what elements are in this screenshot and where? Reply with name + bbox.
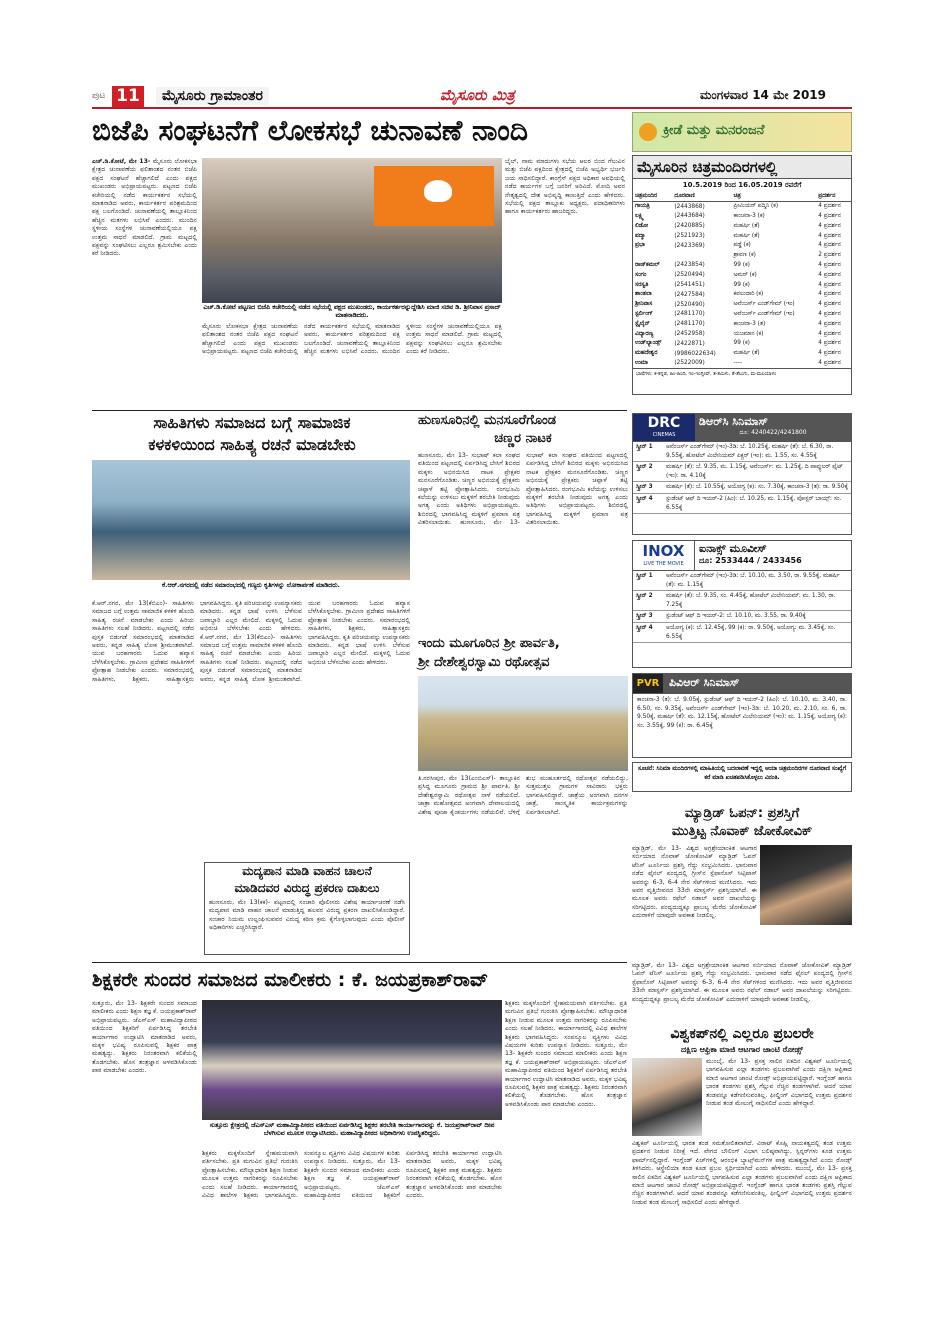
ratha-body: [418, 775, 628, 857]
madrid-headline-1: ಮ್ಯಾಡ್ರಿಡ್ ಓಪನ್: ಪ್ರಶಸ್ತಿಗೆ: [684, 806, 800, 821]
nataka-body-text: ಹುಣಸೂರು, ಮೇ 13- ಸುಭಾಷ್ ಕಲಾ ಸಂಘದ ವತಿಯಿಂದ ಪಟ್ಟಣದಲ್ಲಿ ಏರ್ಪಡಿಸಿದ್ದ ಬೇಸಿಗೆ ಶಿಬಿರದ ಮಕ್ಕಳು ಅಭಿನಯಿಸಿದ ನಾಟಕ ಪ್ರೇಕ್ಷಕರ ಮನಸೂರೆಗೊಂಡಿತು. ಚಿಣ್ಣರ ಅಭಿನಯಕ್ಕೆ ಪ್ರೇಕ್ಷಕರು ಚಪ್ಪಾಳೆ ತಟ್ಟಿ ಪ್ರೋತ್ಸಾಹಿಸಿದರು. ರಂಗಭೂಮಿ ಕಲೆಯನ್ನು ಉಳಿಸಲು ಮಕ್ಕಳಿಗೆ ತರಬೇತಿ ನೀಡುವುದು ಅಗತ್ಯ ಎಂದು ಅತಿಥಿಗಳು ಅಭಿಪ್ರಾಯಪಟ್ಟರು. ಶಿಬಿರದಲ್ಲಿ ಭಾಗವಹಿಸಿದ್ದ ಮಕ್ಕಳಿಗೆ ಪ್ರಮಾಣ ಪತ್ರ ವಿತರಿಸಲಾಯಿತು.: [460, 452, 628, 527]
cinema-cell: ಪಡ್ಡೆ (ಕ): [733, 242, 751, 249]
screen-label: ಸ್ಕ್ರೀನ್ 4: [636, 495, 653, 502]
teachers-headline: ಶಿಕ್ಷಕರೇ ಸುಂದರ ಸಮಾಜದ ಮಾಲೀಕರು : ಕೆ. ಜಯಪ್ರಕಾಶ್‌ರಾವ್: [92, 969, 489, 991]
cricket-body-text: ವಿಶ್ವಕಪ್ ಟೂರ್ನಿಯಲ್ಲಿ ಭಾರತ ತಂಡ ಸಮತೋಲಿತವಾಗಿದೆ. ವಿರಾಟ್ ಕೊಹ್ಲಿ ನಾಯಕತ್ವದಲ್ಲಿ ತಂಡ ಉತ್ತಮ ಪ್ರದರ್ಶನ ನೀಡುವ ನಿರೀಕ್ಷೆ ಇದೆ. ವೇಗದ ಬೌಲಿಂಗ್ ವಿಭಾಗ ಬಲಿಷ್ಠವಾಗಿದ್ದು, ಸ್ಪಿನ್ನರ್‌ಗಳು ಕೂಡ ಉತ್ತಮ ಫಾರ್ಮ್‌ನಲ್ಲಿದ್ದಾರೆ. ಇಂಗ್ಲೆಂಡ್ ಪಿಚ್‌ಗಳಲ್ಲಿ ಆರಂಭಿಕ ಬ್ಯಾಟ್ಸ್‌ಮನ್‌ಗಳ ಪಾತ್ರ ಮಹತ್ವದ್ದಾಗಿದೆ ಎಂದು ರೋಡ್ಸ್ ತಿಳಿಸಿದರು. ಆಸ್ಟ್ರೇಲಿಯಾ ತಂಡ ಕೂಡ ಪ್ರಬಲ ಸ್ಪರ್ಧಿಯಾಗಿದೆ ಎಂದು ಹೇಳಿದರು.: [632, 1140, 852, 1173]
section-divider: [92, 410, 627, 411]
ratha-headline-2: ಶ್ರೀ ದೇಶೇಶ್ವರಸ್ವಾಮಿ ರಥೋತ್ಸವ: [418, 655, 550, 670]
teachers-body-col1: [92, 1000, 197, 1240]
worldcup-body-text: ಮುಂಬೈ, ಮೇ 13- ಪ್ರಸಕ್ತ ಸಾಲಿನ ಏಕದಿನ ವಿಶ್ವಕಪ್ ಟೂರ್ನಿಯಲ್ಲಿ ಭಾಗವಹಿಸುವ ಎಲ್ಲಾ ತಂಡಗಳು ಪ್ರಬಲವಾಗಿವೆ ಎಂದು ದಕ್ಷಿಣ ಆಫ್ರಿಕಾದ ಮಾಜಿ ಆಟಗಾರ ಜಾಂಟಿ ರೋಡ್ಸ್ ಅಭಿಪ್ರಾಯಪಟ್ಟಿದ್ದಾರೆ. ಇಂಗ್ಲೆಂಡ್ ಹಾಗೂ ಭಾರತ ತಂಡಗಳು ಪ್ರಶಸ್ತಿ ಗೆಲ್ಲುವ ನೆಚ್ಚಿನ ತಂಡಗಳಾಗಿವೆ. ಆದರೆ ಯಾವ ತಂಡವನ್ನೂ ಕಡೆಗಣಿಸುವಂತಿಲ್ಲ. ಫೀಲ್ಡಿಂಗ್ ವಿಭಾಗದಲ್ಲಿ ಉತ್ತಮ ಪ್ರದರ್ಶನ ನೀಡುವ ತಂಡ ಮೇಲುಗೈ ಸಾಧಿಸಲಿದೆ ಎಂದು ಹೇಳಿದ್ದಾರೆ.: [632, 1165, 852, 1206]
cinema-cell: ಅವೆಂಜರ್ಸ್ ಎಂಡ್‌ಗೇಮ್ (ಇಂ): [733, 310, 795, 317]
cinema-cell: 4 ಪ್ರದರ್ಶನ: [818, 203, 841, 210]
sahitya-body-text: ಕೆ.ಆರ್.ನಗರ, ಮೇ 13(ಕೆಬಿಎಂ)- ಸಾಹಿತಿಗಳು ಸಮಾಜದ ಬಗ್ಗೆ ಉತ್ತಮ ಸಾಮಾಜಿಕ ಕಳಕಳಿ ಹೊಂದಿ ಸಾಹಿತ್ಯ ರಚನೆ ಮಾಡಬೇಕು ಎಂದು ಹಿರಿಯ ಸಾಹಿತಿಗಳು ಸಲಹೆ ನೀಡಿದರು. ಪಟ್ಟಣದಲ್ಲಿ ನಡೆದ ಪುಸ್ತಕ ಬಿಡುಗಡೆ ಸಮಾರಂಭದಲ್ಲಿ ಮಾತನಾಡಿದ ಅವರು, ಕನ್ನಡ ಸಾಹಿತ್ಯ ಲೋಕ ಶ್ರೀಮಂತವಾಗಿದೆ. ಯುವ ಬರಹಗಾರರು ಓದುವ ಹವ್ಯಾಸ ಬೆಳೆಸಿಕೊಳ್ಳಬೇಕು. ಗ್ರಾಮೀಣ ಪ್ರದೇಶದ ಸಾಹಿತಿಗಳಿಗೆ ಪ್ರೋತ್ಸಾಹ ನೀಡಬೇಕು ಎಂದರು. ಸಮಾರಂಭದಲ್ಲಿ ಸಾಹಿತಿಗಳು, ಶಿಕ್ಷಕರು, ಸಾಹಿತ್ಯಾಸಕ್ತರು ಭಾಗವಹಿಸಿದ್ದರು. ಕೃತಿ ಪರಿಚಯವನ್ನು ಉಪನ್ಯಾಸಕರು ಮಾಡಿದರು. ಕನ್ನಡ ಭಾಷೆ ಉಳಿಸಿ ಬೆಳೆಸುವ ಜವಾಬ್ದಾರಿ ಎಲ್ಲರ ಮೇಲಿದೆ. ಮಕ್ಕಳಲ್ಲಿ ಓದುವ ಅಭಿರುಚಿ ಬೆಳೆಸಬೇಕು ಎಂದು ಹೇಳಿದರು.: [92, 600, 302, 683]
lead-body-cont: ಬೈಲ್, ನಾಮ ಮಾದುಗಳು ಸಭೆಯ ಆಲರ ಬಿಂದ ಗೆಲುವಿನ ಮತ್ತು ಬಿಜೆಪಿ ಪಕ್ಷದಿಂದ ಕ್ಷೇತ್ರದಲ್ಲಿ ಬಿಜೆಪಿ ಅಭ್ಯರ್ಥಿ ಭರ್ಜರಿ ಜಯ ಸಾಧಿಸಲಿದ್ದಾರೆ. ಕಾಂಗ್ರೆಸ್ ಪಕ್ಷದ ಅಧಿಕಾರ ಅವಧಿಯಲ್ಲಿ ನಡೆದ ಕಾರ್ಯಗಳ ಬಗ್ಗೆ ಜನರಿಗೆ ಅರಿವಿದೆ. ಮೋದಿ ಅವರ ನೇತೃತ್ವದಲ್ಲಿ ದೇಶ ಅಭಿವೃದ್ಧಿ ಕಾಣುತ್ತಿದೆ ಎಂದು ಹೇಳಿದರು. ಸಭೆಯಲ್ಲಿ ಪಕ್ಷದ ತಾಲ್ಲೂಕು ಅಧ್ಯಕ್ಷರು, ಪದಾಧಿಕಾರಿಗಳು ಹಾಗೂ ಕಾರ್ಯಕರ್ತರು ಹಾಜರಿದ್ದರು.: [505, 158, 625, 216]
cinema-cell: 99 (ಕ): [733, 281, 750, 288]
madrid-body-lower: [632, 962, 852, 1020]
issue-date: ಮಂಗಳವಾರ 14 ಮೇ 2019: [700, 88, 827, 102]
cinema-listing: [632, 155, 852, 395]
cinema-cell: ಕಾಂಚನಾ-3 (ತ): [733, 320, 766, 327]
screen-label: ಸ್ಕ್ರೀನ್ 1: [636, 444, 653, 450]
sun-icon: [639, 123, 657, 141]
cinema-row: [633, 270, 851, 280]
teachers-body-text: ಶಿಕ್ಷಕರು ಮಕ್ಕಳೊಂದಿಗೆ ಸ್ನೇಹಮಯವಾಗಿ ವರ್ತಿಸಬೇಕು. ಪ್ರತಿ ಮಗುವಿನ ಪ್ರತಿಭೆ ಗುರುತಿಸಿ ಪ್ರೋತ್ಸಾಹಿಸಬೇಕು. ಮೌಲ್ಯಾಧಾರಿತ ಶಿಕ್ಷಣ ನೀಡುವ ಮೂಲಕ ಉತ್ತಮ ನಾಗರಿಕರನ್ನು ರೂಪಿಸಬೇಕು ಎಂದು ಸಲಹೆ ನೀಡಿದರು. ಕಾರ್ಯಾಗಾರದಲ್ಲಿ ವಿವಿಧ ಶಾಲೆಗಳ ಶಿಕ್ಷಕರು ಭಾಗವಹಿಸಿದ್ದರು. ಸಂಪನ್ಮೂಲ ವ್ಯಕ್ತಿಗಳು ವಿವಿಧ ವಿಷಯಗಳ ಕುರಿತು ಉಪನ್ಯಾಸ ನೀಡಿದರು.: [202, 1150, 400, 1200]
cinema-cell: (2427584): [674, 291, 705, 298]
teachers-body-lower: [202, 1150, 502, 1240]
cinema-notice: ಸೂಚನೆ: ಸಿನಿಮಾ ಮಂದಿರಗಳಲ್ಲಿ ಮಾಹಿತಿಯಲ್ಲಿ ಬದಲಾವಣೆ ಇದ್ದಲ್ಲಿ ಆಯಾ ಚಿತ್ರಮಂದಿರಗಳ ದೂರವಾಣಿ ಸಂಖ್ಯೆಗೆ ಕರೆ ಮಾಡಿ ಖಚಿತಪಡಿಸಿಕೊಳ್ಳಲು ವಿನಂತಿ.: [632, 762, 852, 792]
drc-phone: ದೂ: 4240422/4241800: [739, 429, 807, 436]
section-divider: [92, 962, 627, 963]
cinema-cell: 4 ಪ್ರದರ್ಶನ: [818, 340, 841, 347]
cinema-row: [633, 231, 851, 241]
teachers-body-text: ಸುತ್ತೂರು, ಮೇ 13- ಶಿಕ್ಷಕರೇ ಸುಂದರ ಸಮಾಜದ ಮಾಲೀಕರು ಎಂದು ಶಿಕ್ಷಣ ತಜ್ಞ ಕೆ. ಜಯಪ್ರಕಾಶ್‌ರಾವ್ ಅಭಿಪ್ರಾಯಪಟ್ಟರು. ಜೆಎಸ್‌ಎಸ್ ಮಹಾವಿದ್ಯಾಪೀಠದ ವತಿಯಿಂದ ಶಿಕ್ಷಕರಿಗೆ ಏರ್ಪಡಿಸಿದ್ದ ತರಬೇತಿ ಕಾರ್ಯಾಗಾರ ಉದ್ಘಾಟಿಸಿ ಮಾತನಾಡಿದ ಅವರು, ಮಕ್ಕಳ ಭವಿಷ್ಯ ರೂಪಿಸುವಲ್ಲಿ ಶಿಕ್ಷಕರ ಪಾತ್ರ ಮಹತ್ವದ್ದು. ಶಿಕ್ಷಕರು ನಿರಂತರವಾಗಿ ಕಲಿಕೆಯಲ್ಲಿ ತೊಡಗಬೇಕು. ಹೊಸ ತಂತ್ರಜ್ಞಾನ ಅಳವಡಿಸಿಕೊಂಡು ಪಾಠ ಮಾಡಬೇಕು ಎಂದರು.: [304, 1150, 502, 1200]
screen-row: [633, 623, 851, 643]
screen-row: [633, 591, 851, 611]
cinema-cell: 4 ಪ್ರದರ್ಶನ: [818, 271, 841, 278]
culture-banner-text: ಕ್ರೀಡೆ ಮತ್ತು ಮನರಂಜನೆ: [663, 123, 765, 138]
lead-body-col1: [92, 158, 197, 420]
inox-screen-list: [633, 571, 851, 643]
drc-logo-text: DRC: [647, 415, 681, 431]
cinema-cell: 4 ಪ್ರದರ್ಶನ: [818, 310, 841, 317]
cinema-row: [633, 212, 851, 222]
lead-dateline: ಎಚ್.ಡಿ.ಕೋಟೆ, ಮೇ 13-: [92, 158, 151, 165]
inox-phone: ದೂ: 2533444 / 2433456: [699, 556, 802, 565]
pvr-box: [632, 673, 852, 758]
nataka-body-text: ಹುಣಸೂರು, ಮೇ 13- ಸುಭಾಷ್ ಕಲಾ ಸಂಘದ ವತಿಯಿಂದ ಪಟ್ಟಣದಲ್ಲಿ ಏರ್ಪಡಿಸಿದ್ದ ಬೇಸಿಗೆ ಶಿಬಿರದ ಮಕ್ಕಳು ಅಭಿನಯಿಸಿದ ನಾಟಕ ಪ್ರೇಕ್ಷಕರ ಮನಸೂರೆಗೊಂಡಿತು. ಚಿಣ್ಣರ ಅಭಿನಯಕ್ಕೆ ಪ್ರೇಕ್ಷಕರು ಚಪ್ಪಾಳೆ ತಟ್ಟಿ ಪ್ರೋತ್ಸಾಹಿಸಿದರು. ರಂಗಭೂಮಿ ಕಲೆಯನ್ನು ಉಳಿಸಲು ಮಕ್ಕಳಿಗೆ ತರಬೇತಿ ನೀಡುವುದು ಅಗತ್ಯ ಎಂದು ಅತಿಥಿಗಳು ಅಭಿಪ್ರಾಯಪಟ್ಟರು. ಶಿಬಿರದಲ್ಲಿ ಭಾಗವಹಿಸಿದ್ದ ಮಕ್ಕಳಿಗೆ ಪ್ರಮಾಣ ಪತ್ರ ವಿತರಿಸಲಾಯಿತು.: [418, 452, 520, 527]
cinema-cell: (2423854): [674, 262, 705, 269]
inox-box: [632, 540, 852, 668]
cinema-row: [633, 329, 851, 339]
cinema-cell: ಲಕ್ಷ್ಮಿ: [635, 212, 644, 219]
pvr-title: ಪಿವಿಆರ್ ಸಿನಿಮಾಸ್: [663, 674, 851, 693]
teachers-caption: ಸುತ್ತೂರು ಕ್ಷೇತ್ರದಲ್ಲಿ ಜೆಎಸ್‌ಎಸ್ ಮಹಾವಿದ್ಯಾಪೀಠದ ವತಿಯಿಂದ ಏರ್ಪಡಿಸಿದ್ದ ಶಿಕ್ಷಕರ ತರಬೇತಿ ಕಾರ್ಯಾಗಾರವನ್ನು ಕೆ. ಜಯಪ್ರಕಾಶ್‌ರಾವ್ ದೀಪ ಬೆಳಗಿಸುವ ಮೂಲಕ ಉದ್ಘಾಟಿಸಿದರು. ಮಹಾವಿದ್ಯಾಪೀಠದ ಅಧಿಕಾರಿಗಳು ಉಪಸ್ಥಿತರಿದ್ದರು.: [209, 1122, 495, 1137]
col-header: ಪ್ರದರ್ಶನ: [818, 193, 836, 200]
cinema-row: [633, 261, 851, 271]
col-header: ಚಿತ್ರಮಂದಿರ: [635, 193, 658, 200]
col-header: ದೂರವಾಣಿ: [674, 193, 695, 200]
cinema-cell: ಪದ್ಮಾ: [635, 232, 646, 239]
cinema-row: [633, 339, 851, 349]
cinema-cell: 4 ಪ್ರದರ್ಶನ: [818, 330, 841, 337]
sahitya-headline-2: ಕಳಕಳಿಯಿಂದ ಸಾಹಿತ್ಯ ರಚನೆ ಮಾಡಬೇಕು: [148, 435, 356, 454]
screen-label: ಸ್ಕ್ರೀನ್ 2: [636, 464, 653, 471]
cinema-cell: ರಾಜ್‌ಕಮಲ್: [635, 261, 660, 268]
teachers-body-text: ಶಿಕ್ಷಕರು ಮಕ್ಕಳೊಂದಿಗೆ ಸ್ನೇಹಮಯವಾಗಿ ವರ್ತಿಸಬೇಕು. ಪ್ರತಿ ಮಗುವಿನ ಪ್ರತಿಭೆ ಗುರುತಿಸಿ ಪ್ರೋತ್ಸಾಹಿಸಬೇಕು. ಮೌಲ್ಯಾಧಾರಿತ ಶಿಕ್ಷಣ ನೀಡುವ ಮೂಲಕ ಉತ್ತಮ ನಾಗರಿಕರನ್ನು ರೂಪಿಸಬೇಕು ಎಂದು ಸಲಹೆ ನೀಡಿದರು. ಕಾರ್ಯಾಗಾರದಲ್ಲಿ ವಿವಿಧ ಶಾಲೆಗಳ ಶಿಕ್ಷಕರು ಭಾಗವಹಿಸಿದ್ದರು. ಸಂಪನ್ಮೂಲ ವ್ಯಕ್ತಿಗಳು ವಿವಿಧ ವಿಷಯಗಳ ಕುರಿತು ಉಪನ್ಯಾಸ ನೀಡಿದರು.: [505, 1000, 627, 1050]
cinema-cell: [672, 251, 731, 261]
inox-header: [633, 541, 851, 571]
screen-row: [633, 442, 851, 462]
cinema-range: 10.5.2019 ರಿಂದ 16.05.2019 ರವರೆಗೆ: [682, 181, 802, 189]
cinema-cell: 4 ಪ್ರದರ್ಶನ: [818, 301, 841, 308]
cinema-cell: (2420885): [674, 223, 705, 230]
cinema-cell: ಸಂಗಂ: [635, 271, 647, 278]
drc-logo-sub: CINEMAS: [652, 432, 676, 438]
worldcup-body: [706, 1058, 852, 1138]
teachers-photo: [202, 1000, 502, 1120]
cinema-cell: (9986022634): [674, 350, 716, 357]
cinema-cell: ಶ್ರೀನಿವಾಸ: [635, 301, 653, 308]
cinema-cell: (2452958): [674, 331, 705, 338]
ratha-body-text: ತಿ.ನರಸೀಪುರ, ಮೇ 13(ಎಂಬಿಎಸ್)- ತಾಲ್ಲೂಕಿನ ಪ್ರಸಿದ್ಧ ಮೂಗೂರು ಗ್ರಾಮದ ಶ್ರೀ ಪಾರ್ವತಿ, ಶ್ರೀ ದೇಶೇಶ್ವರಸ್ವಾಮಿ ರಥೋತ್ಸವ ನಾಳೆ ನಡೆಯಲಿದೆ. ಜಾತ್ರಾ ಮಹೋತ್ಸವದ ಅಂಗವಾಗಿ ದೇವಾಲಯದಲ್ಲಿ ವಿಶೇಷ ಪೂಜಾ ಕೈಂಕರ್ಯಗಳು ನಡೆಯಲಿವೆ. ಬೆಳಿಗ್ಗೆ ಶುಭ ಮುಹೂರ್ತದಲ್ಲಿ ರಥೋತ್ಸವ ನಡೆಯಲಿದ್ದು, ಸುತ್ತಮುತ್ತಲ ಗ್ರಾಮಗಳ ಸಾವಿರಾರು ಭಕ್ತರು ಭಾಗವಹಿಸಲಿದ್ದಾರೆ. ಜಾತ್ರೆಯ ಅಂಗವಾಗಿ ದನಗಳ ಜಾತ್ರೆ, ಸಾಂಸ್ಕೃತಿಕ ಕಾರ್ಯಕ್ರಮಗಳನ್ನು ಏರ್ಪಡಿಸಲಾಗಿದೆ.: [418, 775, 628, 816]
culture-banner: [632, 112, 852, 152]
cinema-cell: 4 ಪ್ರದರ್ಶನ: [818, 291, 841, 298]
screen-label: ಸ್ಕ್ರೀನ್ 3: [636, 484, 653, 491]
cinema-cell: ಅವೆಂಜರ್ಸ್ ಎಂಡ್‌ಗೇಮ್ (ಇಂ): [733, 301, 795, 308]
madrid-body-text: ಮ್ಯಾಡ್ರಿಡ್, ಮೇ 13- ವಿಶ್ವದ ಅಗ್ರಶ್ರೇಯಾಂಕಿತ ಆಟಗಾರ ಸರ್ಬಿಯಾದ ನೊವಾಕ್ ಜೋಕೋವಿಕ್ ಮ್ಯಾಡ್ರಿಡ್ ಓಪನ್ ಟೆನಿಸ್ ಟೂರ್ನಿಯ ಪ್ರಶಸ್ತಿ ಗೆದ್ದು ಸಂಭ್ರಮಿಸಿದರು. ಭಾನುವಾರ ನಡೆದ ಫೈನಲ್ ಪಂದ್ಯದಲ್ಲಿ ಗ್ರೀಸ್‌ನ ಸ್ಟೆಫಾನೊಸ್ ಸಿಟ್ಸಿಪಾಸ್ ಅವರನ್ನು 6-3, 6-4 ನೇರ ಸೆಟ್‌ಗಳಿಂದ ಮಣಿಸಿದರು. ಇದು ಅವರ ವೃತ್ತಿಜೀವನದ 33ನೇ ಮಾಸ್ಟರ್ಸ್ ಪ್ರಶಸ್ತಿಯಾಗಿದೆ. ಈ ಮೂಲಕ ಅವರು ರಫೆಲ್ ನಡಾಲ್ ಅವರ ದಾಖಲೆಯನ್ನು ಸರಿಗಟ್ಟಿದರು. ಪಂದ್ಯದುದ್ದಕ್ಕೂ ಪ್ರಾಬಲ್ಯ ಮೆರೆದ ಜೋಕೋವಿಕ್ ಎದುರಾಳಿಗೆ ಯಾವುದೇ ಅವಕಾಶ ನೀಡಲಿಲ್ಲ.: [632, 845, 757, 920]
lotus-icon: [424, 180, 452, 202]
cinema-cell: (2520494): [674, 272, 705, 279]
drc-logo: [633, 414, 695, 441]
madrid-body-text: ಮ್ಯಾಡ್ರಿಡ್, ಮೇ 13- ವಿಶ್ವದ ಅಗ್ರಶ್ರೇಯಾಂಕಿತ ಆಟಗಾರ ಸರ್ಬಿಯಾದ ನೊವಾಕ್ ಜೋಕೋವಿಕ್ ಮ್ಯಾಡ್ರಿಡ್ ಓಪನ್ ಟೆನಿಸ್ ಟೂರ್ನಿಯ ಪ್ರಶಸ್ತಿ ಗೆದ್ದು ಸಂಭ್ರಮಿಸಿದರು. ಭಾನುವಾರ ನಡೆದ ಫೈನಲ್ ಪಂದ್ಯದಲ್ಲಿ ಗ್ರೀಸ್‌ನ ಸ್ಟೆಫಾನೊಸ್ ಸಿಟ್ಸಿಪಾಸ್ ಅವರನ್ನು 6-3, 6-4 ನೇರ ಸೆಟ್‌ಗಳಿಂದ ಮಣಿಸಿದರು. ಇದು ಅವರ ವೃತ್ತಿಜೀವನದ 33ನೇ ಮಾಸ್ಟರ್ಸ್ ಪ್ರಶಸ್ತಿಯಾಗಿದೆ. ಈ ಮೂಲಕ ಅವರು ರಫೆಲ್ ನಡಾಲ್ ಅವರ ದಾಖಲೆಯನ್ನು ಸರಿಗಟ್ಟಿದರು. ಪಂದ್ಯದುದ್ದಕ್ಕೂ ಪ್ರಾಬಲ್ಯ ಮೆರೆದ ಜೋಕೋವಿಕ್ ಎದುರಾಳಿಗೆ ಯಾವುದೇ ಅವಕಾಶ ನೀಡಲಿಲ್ಲ.: [632, 962, 852, 1003]
lead-headline: ಬಿಜೆಪಿ ಸಂಘಟನೆಗೆ ಲೋಕಸಭೆ ಚುನಾವಣೆ ನಾಂದಿ: [92, 114, 528, 147]
cinema-cell: 2 ಪ್ರದರ್ಶನ: [818, 252, 841, 259]
worldcup-headline-1: ವಿಶ್ವಕಪ್‌ನಲ್ಲಿ ಎಲ್ಲರೂ ಪ್ರಬಲರೇ: [670, 1026, 814, 1042]
cinema-cell: (2481170): [674, 321, 705, 328]
col-header: ಚಿತ್ರ: [733, 193, 741, 200]
screen-showtimes: ಅವೆಂಜರ್ಸ್ ಎಂಡ್‌ಗೇಮ್ (ಇಂ)-3ಡಿ: ಬೆ. 10.10, ಮ. 3.50, ರಾ. 9.55ಕ್ಕೆ, ಮಹರ್ಷಿ (ತೆ): ಮ. 1.15ಕ್ಕೆ: [666, 573, 840, 588]
nataka-headline-2: ಚಣ್ಣರ ನಾಟಕ: [494, 431, 552, 446]
cinema-cell: ಅಮರ್ (ಕ): [733, 271, 757, 278]
cinema-cell: 4 ಪ್ರದರ್ಶನ: [818, 261, 841, 268]
cinema-cell: (2520490): [674, 301, 705, 308]
teachers-body-col3: [505, 1000, 627, 1240]
screen-showtimes: ಮಹರ್ಷಿ (ತೆ): ಬೆ. 10.55ಕ್ಕೆ, ಅಯೋಗ್ಯ (ಕ): ಸಂ. 7.30ಕ್ಕೆ, ಕಾಂಚನಾ-3 (ತ): ರಾ. 9.50ಕ್ಕೆ: [666, 484, 848, 491]
cinema-cell: (2443868): [674, 203, 705, 210]
sahitya-body: [92, 600, 410, 862]
worldcup-body-text: ಮುಂಬೈ, ಮೇ 13- ಪ್ರಸಕ್ತ ಸಾಲಿನ ಏಕದಿನ ವಿಶ್ವಕಪ್ ಟೂರ್ನಿಯಲ್ಲಿ ಭಾಗವಹಿಸುವ ಎಲ್ಲಾ ತಂಡಗಳು ಪ್ರಬಲವಾಗಿವೆ ಎಂದು ದಕ್ಷಿಣ ಆಫ್ರಿಕಾದ ಮಾಜಿ ಆಟಗಾರ ಜಾಂಟಿ ರೋಡ್ಸ್ ಅಭಿಪ್ರಾಯಪಟ್ಟಿದ್ದಾರೆ. ಇಂಗ್ಲೆಂಡ್ ಹಾಗೂ ಭಾರತ ತಂಡಗಳು ಪ್ರಶಸ್ತಿ ಗೆಲ್ಲುವ ನೆಚ್ಚಿನ ತಂಡಗಳಾಗಿವೆ. ಆದರೆ ಯಾವ ತಂಡವನ್ನೂ ಕಡೆಗಣಿಸುವಂತಿಲ್ಲ. ಫೀಲ್ಡಿಂಗ್ ವಿಭಾಗದಲ್ಲಿ ಉತ್ತಮ ಪ್ರದರ್ಶನ ನೀಡುವ ತಂಡ ಮೇಲುಗೈ ಸಾಧಿಸಲಿದೆ ಎಂದು ಹೇಳಿದ್ದಾರೆ.: [706, 1058, 852, 1108]
cinema-row: [633, 349, 851, 359]
cinema-table-header: [633, 192, 851, 202]
cinema-title: ಮೈಸೂರಿನ ಚಿತ್ರಮಂದಿರಗಳಲ್ಲಿ: [633, 156, 851, 179]
cinema-row: [633, 241, 851, 251]
madrid-headline-2: ಮುತ್ತಿಟ್ಟ ನೊವಾಕ್ ಜೋಕೋವಿಕ್: [671, 824, 813, 839]
cinema-cell: ಸ್ಟರ್ಲಿಂಗ್: [635, 310, 653, 317]
cinema-cell: (2481170): [674, 311, 705, 318]
cinema-row: [633, 300, 851, 310]
madrid-body: [632, 845, 757, 960]
cinema-cell: ಶಾಂತಲಾ: [635, 291, 652, 298]
cinema-row: [633, 290, 851, 300]
pvr-logo: PVR: [633, 674, 663, 693]
cinema-row: [633, 251, 851, 261]
drc-title: ಡಿಆರ್‌ಸಿ ಸಿನಿಮಾಸ್: [699, 415, 768, 428]
cinema-cell: (2422871): [674, 340, 705, 347]
cinema-cell: ಉಮಾ: [635, 359, 648, 366]
madyapana-headline-2: ಮಾಡಿದವರ ವಿರುದ್ಧ ಪ್ರಕರಣ ದಾಖಲು: [234, 881, 380, 895]
inox-title-box: [695, 541, 851, 570]
screen-label: ಸ್ಕ್ರೀನ್ 2: [636, 593, 653, 600]
cinema-cell: ಮಹರ್ಷಿ (ತೆ): [733, 232, 760, 239]
cinema-cell: (2443684): [674, 213, 705, 220]
cinema-cell: 4 ಪ್ರದರ್ಶನ: [818, 350, 841, 357]
cinema-row: [633, 280, 851, 290]
cricket-body: [632, 1140, 852, 1240]
pvr-header: [633, 674, 851, 694]
temple-photo: [418, 676, 628, 771]
cinema-row: [633, 319, 851, 329]
teachers-body-text: ಸುತ್ತೂರು, ಮೇ 13- ಶಿಕ್ಷಕರೇ ಸುಂದರ ಸಮಾಜದ ಮಾಲೀಕರು ಎಂದು ಶಿಕ್ಷಣ ತಜ್ಞ ಕೆ. ಜಯಪ್ರಕಾಶ್‌ರಾವ್ ಅಭಿಪ್ರಾಯಪಟ್ಟರು. ಜೆಎಸ್‌ಎಸ್ ಮಹಾವಿದ್ಯಾಪೀಠದ ವತಿಯಿಂದ ಶಿಕ್ಷಕರಿಗೆ ಏರ್ಪಡಿಸಿದ್ದ ತರಬೇತಿ ಕಾರ್ಯಾಗಾರ ಉದ್ಘಾಟಿಸಿ ಮಾತನಾಡಿದ ಅವರು, ಮಕ್ಕಳ ಭವಿಷ್ಯ ರೂಪಿಸುವಲ್ಲಿ ಶಿಕ್ಷಕರ ಪಾತ್ರ ಮಹತ್ವದ್ದು. ಶಿಕ್ಷಕರು ನಿರಂತರವಾಗಿ ಕಲಿಕೆಯಲ್ಲಿ ತೊಡಗಬೇಕು. ಹೊಸ ತಂತ್ರಜ್ಞಾನ ಅಳವಡಿಸಿಕೊಂಡು ಪಾಠ ಮಾಡಬೇಕು ಎಂದರು.: [92, 1000, 197, 1075]
cinema-cell: ಉಡ್‌ಲ್ಯಾಂಡ್ಸ್: [635, 340, 662, 347]
cinema-row: [633, 310, 851, 320]
cinema-cell: 4 ಪ್ರದರ್ಶನ: [818, 281, 841, 288]
cinema-row: [633, 202, 851, 212]
lead-photo: [202, 158, 502, 303]
screen-row: [633, 462, 851, 482]
cinema-table: [633, 192, 851, 368]
madyapana-headline-1: ಮದ್ಯಪಾನ ಮಾಡಿ ವಾಹನ ಚಾಲನೆ: [242, 864, 372, 878]
inox-logo-sub: LIVE THE MOVIE: [643, 561, 684, 567]
cinema-cell: 4 ಪ್ರದರ್ಶನ: [818, 242, 841, 249]
screen-showtimes: ಸ್ಟುಡೆಂಟ್ ಆಫ್ ದಿ ಇಯರ್-2 (ಹಿಂ): ಬೆ. 10.25, ಮ. 1.15ಕ್ಕೆ, ಪೋಸ್ಟರ್ ಬಾಯ್ಸ್: ಸಂ. 6.55ಕ್ಕೆ: [666, 495, 842, 511]
madyapana-box: [204, 862, 410, 955]
header-rule: [92, 107, 852, 109]
screen-showtimes: ಮಹರ್ಷಿ (ತೆ): ಬೆ. 9.35, ಸಂ. 4.45ಕ್ಕೆ, ಹೋಟೆಲ್ ಮಿಲೇನಿಯಮ್: ಮ. 1.30, ರಾ. 7.25ಕ್ಕೆ: [666, 593, 836, 608]
cinema-cell: 4 ಪ್ರದರ್ಶನ: [818, 359, 841, 366]
pvr-body: ಕಾಂಚನಾ-3 (ತ): ಬೆ. 9.05ಕ್ಕೆ, ಸ್ಟುಡೆಂಟ್ ಆಫ್ ದಿ ಇಯರ್-2 (ಹಿಂ): ಬೆ. 10.10, ಮ. 3.40, ರಾ. 6.50, ಸಂ. 9.35ಕ್ಕೆ, ಅವೆಂಜರ್ಸ್ ಎಂಡ್‌ಗೇಮ್ (ಇಂ)-3ಡಿ: ಬೆ. 10.20, ಮ. 2.10, ಸಂ. 6, ರಾ. 9.50ಕ್ಕೆ, ಮಹರ್ಷಿ (ತೆ): ಮ. 12.15ಕ್ಕೆ, ಹೋಟೆಲ್ ಮಿಲೇನಿಯಮ್ (ಇಂ): ಮ. 1.15ಕ್ಕೆ, ಅಯೋಗ್ಯ (ಕ): ಸಂ. 3.55ಕ್ಕೆ, 99 (ಕ): ರಾ. 6.45ಕ್ಕೆ: [637, 697, 847, 729]
drc-header: [633, 414, 851, 442]
section-title: ಮೈಸೂರು ಗ್ರಾಮಾಂತರ: [156, 87, 269, 105]
cinema-cell: (2522009): [674, 360, 705, 367]
cinema-cell: ಕವಲುದಾರಿ (ಕ): [733, 291, 764, 298]
inox-logo: [633, 541, 695, 570]
nataka-headline-1: ಹುಣಸೂರಿನಲ್ಲಿ ಮನಸೂರೆಗೊಂಡ: [418, 413, 557, 428]
drc-title-box: [695, 414, 851, 441]
nataka-body: [418, 452, 628, 632]
teachers-body-text: ಸುತ್ತೂರು, ಮೇ 13- ಶಿಕ್ಷಕರೇ ಸುಂದರ ಸಮಾಜದ ಮಾಲೀಕರು ಎಂದು ಶಿಕ್ಷಣ ತಜ್ಞ ಕೆ. ಜಯಪ್ರಕಾಶ್‌ರಾವ್ ಅಭಿಪ್ರಾಯಪಟ್ಟರು. ಜೆಎಸ್‌ಎಸ್ ಮಹಾವಿದ್ಯಾಪೀಠದ ವತಿಯಿಂದ ಶಿಕ್ಷಕರಿಗೆ ಏರ್ಪಡಿಸಿದ್ದ ತರಬೇತಿ ಕಾರ್ಯಾಗಾರ ಉದ್ಘಾಟಿಸಿ ಮಾತನಾಡಿದ ಅವರು, ಮಕ್ಕಳ ಭವಿಷ್ಯ ರೂಪಿಸುವಲ್ಲಿ ಶಿಕ್ಷಕರ ಪಾತ್ರ ಮಹತ್ವದ್ದು. ಶಿಕ್ಷಕರು ನಿರಂತರವಾಗಿ ಕಲಿಕೆಯಲ್ಲಿ ತೊಡಗಬೇಕು. ಹೊಸ ತಂತ್ರಜ್ಞಾನ ಅಳವಡಿಸಿಕೊಂಡು ಪಾಠ ಮಾಡಬೇಕು ಎಂದರು.: [505, 1042, 627, 1108]
cinema-cell: 4 ಪ್ರದರ್ಶನ: [818, 320, 841, 327]
screen-row: [633, 494, 851, 514]
cinema-cell: ಮಹರ್ಷಿ (ತೆ): [733, 222, 760, 229]
cinema-cell: 4 ಪ್ರದರ್ಶನ: [818, 222, 841, 229]
cinema-row: [633, 221, 851, 231]
lead-caption: ಎಚ್.ಡಿ.ಕೋಟೆ ಪಟ್ಟಣದ ಬಿಜೆಪಿ ಕಚೇರಿಯಲ್ಲಿ ನಡೆದ ಸಭೆಯಲ್ಲಿ ಪಕ್ಷದ ಮುಖಂಡರು, ಕಾರ್ಯಕರ್ತರನ್ನುದ್ದೇಶಿಸಿ ಮಾಜಿ ಸಚಿವ ಡಿ. ಶ್ರೀನಿವಾಸ ಪ್ರಸಾದ್ ಮಾತನಾಡಿದರು.: [203, 304, 501, 319]
lead-body-col2: [505, 158, 625, 420]
drc-screen-list: [633, 442, 851, 514]
screen-label: ಸ್ಕ್ರೀನ್ 3: [636, 613, 653, 620]
lead-body-lower: ಮೈಸೂರು ಲೋಕಸಭಾ ಕ್ಷೇತ್ರದ ಚುನಾವಣೆಯ ಫಲಿತಾಂಶದ ನಂತರ ಬಿಜೆಪಿ ಪಕ್ಷದ ಸಂಘಟನೆ ಹೆಚ್ಚಾಗಲಿದೆ ಎಂದು ಪಕ್ಷದ ಮುಖಂಡರು ಅಭಿಪ್ರಾಯಪಟ್ಟರು. ಪಟ್ಟಣದ ಬಿಜೆಪಿ ಕಚೇರಿಯಲ್ಲಿ ನಡೆದ ಕಾರ್ಯಕರ್ತರ ಸಭೆಯಲ್ಲಿ ಮಾತನಾಡಿದ ಅವರು, ಕಾರ್ಯಕರ್ತರ ಪರಿಶ್ರಮದಿಂದ ಪಕ್ಷ ಬಲಗೊಂಡಿದೆ. ಚುನಾವಣೆಯಲ್ಲಿ ತಾಲ್ಲೂಕಿನಿಂದ ಹೆಚ್ಚಿನ ಮತಗಳು ಲಭಿಸಿವೆ ಎಂದರು. ಮುಂದಿನ ಸ್ಥಳೀಯ ಸಂಸ್ಥೆಗಳ ಚುನಾವಣೆಯಲ್ಲಿಯೂ ಪಕ್ಷ ಉತ್ತಮ ಸಾಧನೆ ಮಾಡಲಿದೆ. ಗ್ರಾಮ ಮಟ್ಟದಲ್ಲಿ ಪಕ್ಷವನ್ನು ಸಂಘಟಿಸಲು ಎಲ್ಲರೂ ಶ್ರಮಿಸಬೇಕು ಎಂದು ಕರೆ ನೀಡಿದರು.: [202, 323, 502, 356]
cinema-cell: ಪ್ರೀಮಿಯರ್ ಪದ್ಮಿನಿ (ಕ): [733, 203, 779, 210]
cinema-cell: ವಿದ್ಯಾರಣ್ಯ: [635, 330, 654, 337]
cinema-cell: ಗಾಯತ್ರಿ: [635, 203, 650, 210]
screen-showtimes: ಸ್ಟುಡೆಂಟ್ ಆಫ್ ದಿ ಇಯರ್-2: ಬೆ. 10.10, ಮ. 3.55, ರಾ. 9.40ಕ್ಕೆ: [666, 613, 806, 620]
cinema-cell: (2541451): [674, 282, 705, 289]
screen-row: [633, 571, 851, 591]
masthead: ಮೈಸೂರು ಮಿತ್ರ: [440, 86, 515, 104]
cinema-row: [633, 359, 851, 369]
cinema-cell: (2423369): [674, 242, 705, 249]
screen-row: [633, 482, 851, 494]
sahitya-photo: [92, 460, 410, 580]
screen-label: ಸ್ಕ್ರೀನ್ 1: [636, 573, 653, 579]
cinema-cell: [633, 251, 672, 261]
sahitya-body-text: ಕೆ.ಆರ್.ನಗರ, ಮೇ 13(ಕೆಬಿಎಂ)- ಸಾಹಿತಿಗಳು ಸಮಾಜದ ಬಗ್ಗೆ ಉತ್ತಮ ಸಾಮಾಜಿಕ ಕಳಕಳಿ ಹೊಂದಿ ಸಾಹಿತ್ಯ ರಚನೆ ಮಾಡಬೇಕು ಎಂದು ಹಿರಿಯ ಸಾಹಿತಿಗಳು ಸಲಹೆ ನೀಡಿದರು. ಪಟ್ಟಣದಲ್ಲಿ ನಡೆದ ಪುಸ್ತಕ ಬಿಡುಗಡೆ ಸಮಾರಂಭದಲ್ಲಿ ಮಾತನಾಡಿದ ಅವರು, ಕನ್ನಡ ಸಾಹಿತ್ಯ ಲೋಕ ಶ್ರೀಮಂತವಾಗಿದೆ. ಯುವ ಬರಹಗಾರರು ಓದುವ ಹವ್ಯಾಸ ಬೆಳೆಸಿಕೊಳ್ಳಬೇಕು. ಗ್ರಾಮೀಣ ಪ್ರದೇಶದ ಸಾಹಿತಿಗಳಿಗೆ ಪ್ರೋತ್ಸಾಹ ನೀಡಬೇಕು ಎಂದರು. ಸಮಾರಂಭದಲ್ಲಿ ಸಾಹಿತಿಗಳು, ಶಿಕ್ಷಕರು, ಸಾಹಿತ್ಯಾಸಕ್ತರು ಭಾಗವಹಿಸಿದ್ದರು. ಕೃತಿ ಪರಿಚಯವನ್ನು ಉಪನ್ಯಾಸಕರು ಮಾಡಿದರು. ಕನ್ನಡ ಭಾಷೆ ಉಳಿಸಿ ಬೆಳೆಸುವ ಜವಾಬ್ದಾರಿ ಎಲ್ಲರ ಮೇಲಿದೆ. ಮಕ್ಕಳಲ್ಲಿ ಓದುವ ಅಭಿರುಚಿ ಬೆಳೆಸಬೇಕು ಎಂದು ಹೇಳಿದರು.: [200, 600, 410, 683]
page-number: 11: [112, 86, 144, 107]
sahitya-caption: ಕೆ.ಆರ್.ನಗರದಲ್ಲಿ ನಡೆದ ಸಮಾರಂಭದಲ್ಲಿ ಗಣ್ಯರು ಕೃತಿಗಳನ್ನು ಲೋಕಾರ್ಪಣೆ ಮಾಡಿದರು.: [162, 582, 340, 589]
worldcup-headline-2: ದಕ್ಷಿಣ ಆಫ್ರಿಕಾ ಮಾಜಿ ಆಟಗಾರ ಜಾಂಟಿ ರೋಡ್ಸ್: [680, 1045, 803, 1054]
inox-title: ಐನಾಕ್ಸ್ ಮೂವೀಸ್: [699, 542, 767, 555]
screen-showtimes: ಮಹರ್ಷಿ (ತೆ): ಬೆ. 9.35, ಮ. 1.15ಕ್ಕೆ, ಅವೆಂಜರ್ಸ್: ಮ. 1.25ಕ್ಕೆ, ದಿ ಪಾಪ್ಯುಲರ್ ಫೈಟ್ (ಇಂ): ರಾ. 4.10ಕ್ಕೆ: [666, 464, 843, 479]
lead-body: ಮೈಸೂರು ಲೋಕಸಭಾ ಕ್ಷೇತ್ರದ ಚುನಾವಣೆಯ ಫಲಿತಾಂಶದ ನಂತರ ಬಿಜೆಪಿ ಪಕ್ಷದ ಸಂಘಟನೆ ಹೆಚ್ಚಾಗಲಿದೆ ಎಂದು ಪಕ್ಷದ ಮುಖಂಡರು ಅಭಿಪ್ರಾಯಪಟ್ಟರು. ಪಟ್ಟಣದ ಬಿಜೆಪಿ ಕಚೇರಿಯಲ್ಲಿ ನಡೆದ ಕಾರ್ಯಕರ್ತರ ಸಭೆಯಲ್ಲಿ ಮಾತನಾಡಿದ ಅವರು, ಕಾರ್ಯಕರ್ತರ ಪರಿಶ್ರಮದಿಂದ ಪಕ್ಷ ಬಲಗೊಂಡಿದೆ. ಚುನಾವಣೆಯಲ್ಲಿ ತಾಲ್ಲೂಕಿನಿಂದ ಹೆಚ್ಚಿನ ಮತಗಳು ಲಭಿಸಿವೆ ಎಂದರು. ಮುಂದಿನ ಸ್ಥಳೀಯ ಸಂಸ್ಥೆಗಳ ಚುನಾವಣೆಯಲ್ಲಿಯೂ ಪಕ್ಷ ಉತ್ತಮ ಸಾಧನೆ ಮಾಡಲಿದೆ. ಗ್ರಾಮ ಮಟ್ಟದಲ್ಲಿ ಪಕ್ಷವನ್ನು ಸಂಘಟಿಸಲು ಎಲ್ಲರೂ ಶ್ರಮಿಸಬೇಕು ಎಂದು ಕರೆ ನೀಡಿದರು.: [92, 158, 197, 258]
ratha-headline-1: ಇಂದು ಮೂಗೂರಿನ ಶ್ರೀ ಪಾರ್ವತಿ,: [418, 636, 560, 651]
cinema-cell: 4 ಪ್ರದರ್ಶನ: [818, 232, 841, 239]
cinema-cell: ಕಾಂಚನಾ-3 (ಕ): [733, 212, 765, 219]
sahitya-headline-1: ಸಾಹಿತಿಗಳು ಸಮಾಜದ ಬಗ್ಗೆ ಸಾಮಾಜಿಕ: [153, 413, 351, 432]
drc-box: [632, 413, 852, 535]
cinema-cell: 99 (ಕ): [733, 261, 750, 268]
cinema-cell: ಲಿಡೋ: [635, 222, 648, 229]
cinema-cell: ಯಜಮಾನ (ಕ): [733, 330, 764, 337]
page-label: ಪುಟ: [92, 91, 106, 101]
lead-body-col3: [202, 323, 502, 421]
screen-showtimes: ಅಯೋಗ್ಯ (ಕ): ಬೆ. 12.45ಕ್ಕೆ, 99 (ಕ): ರಾ. 9.50ಕ್ಕೆ, ಅಯೋಗ್ಯ: ಮ. 3.45ಕ್ಕೆ, ಸಂ. 6.55ಕ್ಕೆ: [666, 624, 836, 640]
djokovic-photo: [760, 845, 852, 925]
page-number-box: [92, 86, 152, 106]
inox-logo-text: INOX: [642, 542, 685, 560]
cinema-cell: ಮಹರ್ಷಿ (ತೆ): [733, 350, 760, 357]
cinema-cell: (2521923): [674, 233, 705, 240]
madyapana-body: ಹುಣಸೂರು, ಮೇ 13(ಕಕ)- ಪಟ್ಟಣದಲ್ಲಿ ಸಂಚಾರಿ ಪೊಲೀಸರು ವಿಶೇಷ ಕಾರ್ಯಾಚರಣೆ ನಡೆಸಿ ಮದ್ಯಪಾನ ಮಾಡಿ ವಾಹನ ಚಾಲನೆ ಮಾಡುತ್ತಿದ್ದ ಹಲವರ ವಿರುದ್ಧ ಪ್ರಕರಣ ದಾಖಲಿಸಿಕೊಂಡಿದ್ದಾರೆ. ಸಂಚಾರ ನಿಯಮ ಉಲ್ಲಂಘಿಸುವವರ ವಿರುದ್ಧ ಕಠಿಣ ಕ್ರಮ ಕೈಗೊಳ್ಳಲಾಗುವುದು ಎಂದು ಪೊಲೀಸ್ ಅಧಿಕಾರಿಗಳು ಎಚ್ಚರಿಸಿದ್ದಾರೆ.: [209, 899, 405, 932]
cinema-cell: ಸರಸ್ವತಿ: [635, 281, 649, 288]
cinema-cell: ಸ್ಟೈಲೈನ್: [635, 320, 650, 327]
screen-label: ಸ್ಕ್ರೀನ್ 4: [636, 624, 653, 631]
screen-showtimes: ಅವೆಂಜರ್ಸ್ ಎಂಡ್‌ಗೇಮ್ (ಇಂ)-3ಡಿ: ಬೆ. 10.25ಕ್ಕೆ, ಮಹರ್ಷಿ (ತೆ): ಬೆ. 6.30, ರಾ. 9.55ಕ್ಕೆ, ಹೋಟೆಲ್ ಮಿಲೇನಿಯಮ್ ಪಿಕ್ಚರ್ (ಇಂ): ಮ. 1.55, ಸಂ. 4.55ಕ್ಕೆ: [666, 444, 834, 459]
cinema-cell: ಮಹದೇಶ್ವರ: [635, 350, 658, 357]
rhodes-photo: [632, 1058, 702, 1136]
screen-row: [633, 611, 851, 623]
cinema-cell: ಶ್ರಾವಣ (ಕ): [733, 252, 756, 259]
cinema-cell: ಪ್ರಭಾ: [635, 242, 645, 249]
cinema-legend: ಭಾಷೆಗಳು: ಕ-ಕನ್ನಡ, ಹಿಂ-ಹಿಂದಿ, ಇಂ-ಇಂಗ್ಲೀಷ್, ತ-ತಮಿಳು, ತೆ-ತೆಲುಗು, ಮ-ಮಲಯಾಳಂ: [633, 368, 851, 379]
cinema-cell: 99 (ಕ): [733, 340, 750, 347]
cinema-cell: 4 ಪ್ರದರ್ಶನ: [818, 212, 841, 219]
cinema-cell: ----: [733, 360, 742, 367]
